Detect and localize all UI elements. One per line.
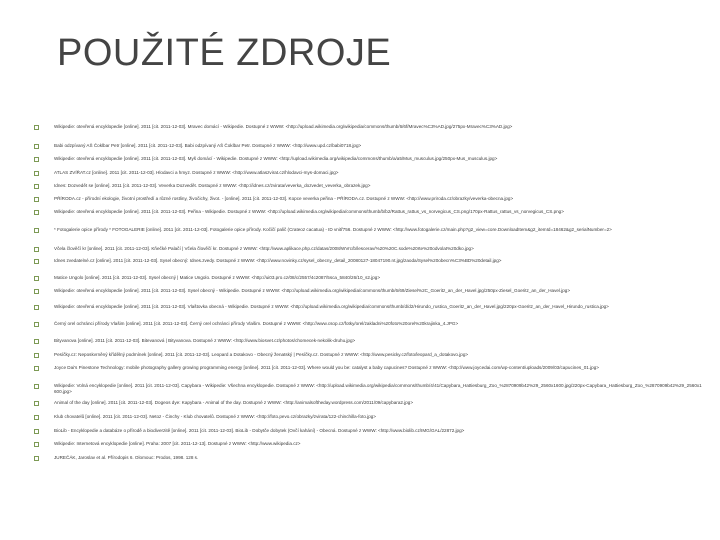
reference-text: Wikipedie: otevřená encyklopedie [online]. 2011 [cit. 2011-12-03]. Vlaštovka obecná - Wikipedie. Dostupné z WWW: <http://upload.wikimedia.org/wikipedia/commons/thumb/d/d2/Hirundo_rustica_Goeritz_an_der_Havel.jpg/220px-Goeritz_an_der_Havel_Hirundo_rustica.jpg> <box>54 304 609 309</box>
square-bullet-icon <box>34 259 39 264</box>
reference-item <box>34 321 704 327</box>
square-bullet-icon <box>34 247 39 252</box>
reference-text: Matice Ungolo [online]. 2011 [cit. 2011-12-03]. Sysel obecný | Matice Ungolo. Dostupné z WWW: <http://ui03.pro.cz/08/c/2557/4c2087/5sca_5840/26/10_s2.jpg> <box>54 275 381 280</box>
square-bullet-icon <box>34 276 39 281</box>
reference-text: Babi odzpívaný AŠ Čoklbar Petr [online]. 2011 [cit. 2011-12-03]. Babi odzpívaný AŠ Čoklbar Petr. Dostupné z WWW: <http://www.upd.cz/babi0718.jpg> <box>54 143 362 148</box>
reference-text: Pesíčky.cz: Neposkvrněný křídělný podmínek [online]. 2011 [cit. 2011-12-03]. Leopard a Dotakovo - Obecný ženatský | Pesíčky.cz. Dostupné z WWW: <http://www.pesicky.cz/foto/leopard_a_dotakovo.jpg> <box>54 352 469 357</box>
square-bullet-icon <box>34 442 39 447</box>
reference-item <box>34 352 704 358</box>
reference-item <box>34 400 704 406</box>
reference-item <box>34 183 704 189</box>
square-bullet-icon <box>34 184 39 189</box>
reference-text: Idnes zvedatelné.cz [online]. 2011 [cit. 2011-12-03]. Sysel obecný: Idnes.zvedy. Dostupné z WWW: <http://www.novinky.cz/sysel_obecny_detail_20080127-18047190.nt.jpg/zaoda/Sysel%20obecn%C3%BD%20detail.jpg> <box>54 258 502 263</box>
reference-text: BioLib - Encyklopedie a databáze o přírodě a biodiverzitě [online]. 2011 [cit. 2011-12-03]. BioLib - Dobytče dobytek (Ovčí kahání) - Obecná. Dostupné z WWW: <http://www.biolib.cz/IMG/GAL/22872.jpg> <box>54 428 465 433</box>
reference-item <box>34 338 704 344</box>
reference-text: Wikipedie: otevřená encyklopedie [online]. 2011 [cit. 2011-12-03]. Mravec domácí - Wikipedie. Dostupné z WWW: <http://upload.wikimedia.org/wikipedia/commons/thumb/6/6f/Mravec%C3%AD.jpg/275px-Mravec%C3%AD.jpg> <box>54 124 513 129</box>
reference-item <box>34 209 704 215</box>
reference-text: Animal of the day [online]. 2011 [cit. 2011-12-03]. Dogeos dye: Kapybara - Animal of the day. Dostupné z WWW: <http://animalsoftheday.wordpress.com/2011/09/capybara2.jpg> <box>54 400 414 405</box>
square-bullet-icon <box>34 322 39 327</box>
square-bullet-icon <box>34 456 39 461</box>
reference-item <box>34 246 704 252</box>
square-bullet-icon <box>34 353 39 358</box>
square-bullet-icon <box>34 210 39 215</box>
square-bullet-icon <box>34 415 39 420</box>
reference-text: Wikipedie: Internetová encyklopedie [online]. Praha: 2007 [cit. 2011-12-13]. Dostupné z WWW: <http://www.wikipedia.cz> <box>54 441 301 446</box>
square-bullet-icon <box>34 144 39 149</box>
reference-text: Bityvanova [online]. 2011 [cit. 2011-12-03]. Bitevanová | Bityvanova. Dostupné z WWW: <http://www.biosvet.cz/photos/chomecek-nekolik-druhu.jpg> <box>54 338 356 343</box>
reference-item <box>34 383 704 395</box>
reference-text: PŘÍRODA.cz - přírodní ekologie, životní prostředí a různé rostliny, živočichy, život. - [online]. 2011 [cit. 2011-12-03]. Kopce veverka peřina - PŘÍRODA.cz. Dostupné z WWW: <http://www.priroda.cz/obrazky/veverka-obecna.jpg> <box>54 196 514 201</box>
reference-text: Černý orel ochránci přírody Vlašim [online]. 2011 [cit. 2011-12-03]. Černý orel ochránci přírody Vlašim. Dostupné z WWW: <http://www.csop.cz/fotky/orel/zakladni%20foto%20orel%20krajinka_4.JPG> <box>54 321 459 326</box>
reference-item <box>34 455 704 461</box>
reference-item <box>34 143 704 149</box>
square-bullet-icon <box>34 366 39 371</box>
square-bullet-icon <box>34 305 39 310</box>
slide-title: POUŽITÉ ZDROJE <box>57 32 392 74</box>
square-bullet-icon <box>34 171 39 176</box>
reference-text: Wikipedie: otevřená encyklopedie [online]. 2011 [cit. 2011-12-03]. Peřina - Wikipedie. Dostupné z WWW: <http://upload.wikimedia.org/wikipedia/commons/thumb/b/b2/Rattus_rattus_vs_norvegicus_CS.png/170px-Rattus_rattus_vs_norvegicus_CS.png> <box>54 209 564 214</box>
reference-item <box>34 196 704 202</box>
reference-item <box>34 428 704 434</box>
square-bullet-icon <box>34 429 39 434</box>
reference-text: Idnes: Dozvedět se [online]. 2011 [cit. 2011-12-03]. Veverka Dozvedět. Dostupné z WWW: <http://idnes.cz/zvirata/veverka_dozvedet_veverka_obrazek.jpg> <box>54 183 371 188</box>
reference-item <box>34 414 704 420</box>
reference-text: * Fotogalerie opice přírody * FOTOGALERIE [online]. 2011 [cit. 2011-12-03]. Fotogalerie opice přírody. Kočičí palič (Crateoz cacatua) - ID vnitř756. Dostupné z WWW: <http://www.fotogalerie.cz/main.php?g2_view=core.DownloadItem&g2_itemId=18462&g2_serialNumber=2> <box>54 227 612 232</box>
reference-text: Joyce Dai's Pinestone Technology: mobile photography gallery growing programming energy [online]. 2011 [cit. 2011-12-03]. Where would you be: catalyst a baby capucines? Dostupné z WWW: <http://www.joycedai.com/wp-content/uploads/2009/03/capucines_01.jpg> <box>54 365 599 370</box>
reference-text: Klub chovatelů [online]. 2011 [cit. 2011-12-03]. Netoz - Činchy - Klub chovatelů. Dostupné z WWW: <http://foto.pevo.cz/obrazky/zvirata/122-chinchilla-foto.jpg> <box>54 414 376 419</box>
reference-item <box>34 227 704 233</box>
square-bullet-icon <box>34 384 39 389</box>
reference-text: Wikipedie: otevřená encyklopedie [online]. 2011 [cit. 2011-12-03]. Myš domácí - Wikipedie. Dostupné z WWW: <http://upload.wikimedia.org/wikipedia/commons/thumb/a/a5/Mus_musculus.jpg/250px-Mus_musculus.jpg> <box>54 156 498 161</box>
reference-item <box>34 156 704 162</box>
reference-text: JUREČÁK, Jaroslav et al. Přírodopis 6. Olomouc: Prodos, 1998. 128 s. <box>54 455 199 460</box>
reference-item <box>34 365 704 371</box>
square-bullet-icon <box>34 228 39 233</box>
reference-item <box>34 170 704 176</box>
square-bullet-icon <box>34 339 39 344</box>
square-bullet-icon <box>34 125 39 130</box>
reference-item <box>34 441 704 447</box>
reference-text: Wikipedie: otevřená encyklopedie [online]. 2011 [cit. 2011-12-03]. Sysel obecný - Wikipedie. Dostupné z WWW: <http://upload.wikimedia.org/wikipedia/commons/thumb/6/69/Ziesel%2C_Goeritz_an_der_Havel.jpg/250px-Ziesel_Goeritz_an_der_Havel.jpg> <box>54 288 571 293</box>
reference-item <box>34 304 704 310</box>
square-bullet-icon <box>34 401 39 406</box>
square-bullet-icon <box>34 157 39 162</box>
reference-text: Včela člověčí kr [online]. 2011 [cit. 2011-12-03]. Kňečké Palačí | Včela člověčí kr. Dostupné z WWW: <http://www.aplikace.php.cz/datas/2008/WVrc/b/lescerav/%20%20C.sode%20rte%20odvolat%20dko.jpg> <box>54 246 474 251</box>
reference-item <box>34 258 704 264</box>
reference-item <box>34 124 704 130</box>
square-bullet-icon <box>34 289 39 294</box>
reference-text: Wikipedie: Volná encyklopedie [online]. 2011 [cit. 2011-12-03]. Capybara - Wikipedie: Všechna encyklopedie. Dostupné z WWW: <http://upload.wikimedia.org/wikipedia/commons/thumb/4/41/Capybara_Hattiesburg_Zoo_%2870909b42%29_2560x1600.jpg/220px-Capybara_Hattiesburg_Zoo_%2870909b42%29_2560x1600.jpg> <box>54 383 702 395</box>
square-bullet-icon <box>34 197 39 202</box>
reference-item <box>34 275 704 281</box>
reference-text: ATLAS ZVÍŘAT.cz [online]. 2011 [cit. 2011-12-03]. Hlodavci a hmyz. Dostupné z WWW: <http://www.atlaszvirat.cz/hlodavci-mys-domaci.jpg> <box>54 170 339 175</box>
reference-item <box>34 288 704 294</box>
